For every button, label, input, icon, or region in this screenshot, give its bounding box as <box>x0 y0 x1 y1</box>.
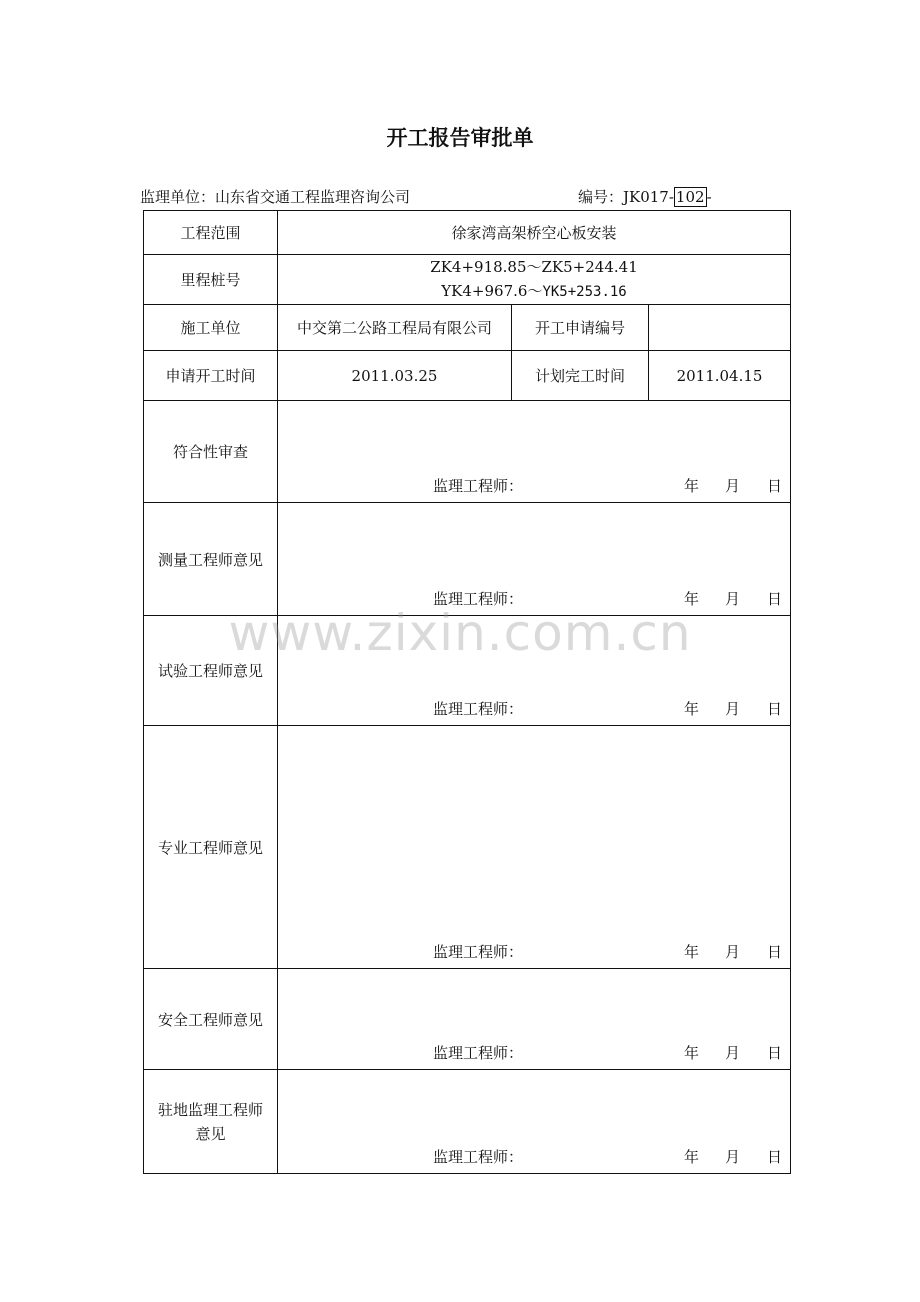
contractor-label: 施工单位 <box>144 305 278 351</box>
scope-label: 工程范围 <box>144 211 278 255</box>
page-title: 开工报告审批单 <box>386 126 534 150</box>
month-label: 月 <box>725 590 741 608</box>
month-label: 月 <box>725 1044 741 1062</box>
start-date-label: 申请开工时间 <box>144 351 278 401</box>
row-resident-opinion <box>144 1070 791 1174</box>
planned-finish-value[interactable]: 2011.04.15 <box>649 351 791 401</box>
scope-value[interactable]: 徐家湾高架桥空心板安装 <box>278 211 791 255</box>
signature-label: 监理工程师： <box>433 1044 524 1062</box>
document-number-box[interactable]: 102 <box>675 188 705 206</box>
mileage-value[interactable] <box>278 255 791 305</box>
resident-opinion-label-line-2: 意见 <box>195 1124 226 1143</box>
year-label: 年 <box>684 700 700 718</box>
mileage-line-2 <box>278 279 790 304</box>
signature-label: 监理工程师： <box>433 700 524 718</box>
contractor-value[interactable]: 中交第二公路工程局有限公司 <box>278 305 512 351</box>
survey-opinion-label: 测量工程师意见 <box>144 503 278 616</box>
supervisor-unit: 监理单位：山东省交通工程监理咨询公司 <box>140 188 411 206</box>
month-label: 月 <box>725 700 741 718</box>
day-label: 日 <box>767 1044 783 1062</box>
signature-label: 监理工程师： <box>433 1148 524 1166</box>
month-label: 月 <box>725 943 741 961</box>
month-label: 月 <box>725 1148 741 1166</box>
application-number-value[interactable] <box>649 305 791 351</box>
application-number-label: 开工申请编号 <box>512 305 649 351</box>
row-safety-opinion <box>144 969 791 1070</box>
mileage-label: 里程桩号 <box>144 255 278 305</box>
specialist-opinion-label: 专业工程师意见 <box>144 726 278 969</box>
resident-opinion-label <box>144 1070 278 1174</box>
year-label: 年 <box>684 477 700 495</box>
resident-opinion-field[interactable] <box>278 1070 791 1174</box>
day-label: 日 <box>767 477 783 495</box>
safety-opinion-label: 安全工程师意见 <box>144 969 278 1070</box>
watermark: www.zixin.com.cn <box>228 604 692 662</box>
row-scope <box>144 211 791 255</box>
row-dates <box>144 351 791 401</box>
document-number-prefix: 编号：JK017- <box>578 188 674 206</box>
survey-opinion-field[interactable] <box>278 503 791 616</box>
document-number-suffix: - <box>706 188 712 206</box>
row-mileage <box>144 255 791 305</box>
row-contractor <box>144 305 791 351</box>
day-label: 日 <box>767 700 783 718</box>
approval-form-table <box>143 210 791 1174</box>
specialist-opinion-field[interactable] <box>278 726 791 969</box>
lab-opinion-label: 试验工程师意见 <box>144 616 278 726</box>
signature-label: 监理工程师： <box>433 477 524 495</box>
day-label: 日 <box>767 943 783 961</box>
row-survey-opinion <box>144 503 791 616</box>
start-date-value[interactable]: 2011.03.25 <box>278 351 512 401</box>
year-label: 年 <box>684 1148 700 1166</box>
day-label: 日 <box>767 590 783 608</box>
resident-opinion-label-line-1: 驻地监理工程师 <box>157 1100 263 1119</box>
mileage-line-2b: YK5+253.16 <box>542 284 627 300</box>
planned-finish-label: 计划完工时间 <box>512 351 649 401</box>
signature-label: 监理工程师： <box>433 590 524 608</box>
signature-label: 监理工程师： <box>433 943 524 961</box>
mileage-line-2a: YK4+967.6～ <box>441 282 543 300</box>
row-specialist-opinion <box>144 726 791 969</box>
row-compliance-review <box>144 401 791 503</box>
year-label: 年 <box>684 1044 700 1062</box>
safety-opinion-field[interactable] <box>278 969 791 1070</box>
mileage-line-1: ZK4+918.85～ZK5+244.41 <box>430 258 638 276</box>
month-label: 月 <box>725 477 741 495</box>
document-number <box>578 186 712 207</box>
day-label: 日 <box>767 1148 783 1166</box>
compliance-review-label: 符合性审查 <box>144 401 278 503</box>
year-label: 年 <box>684 590 700 608</box>
year-label: 年 <box>684 943 700 961</box>
compliance-review-field[interactable] <box>278 401 791 503</box>
